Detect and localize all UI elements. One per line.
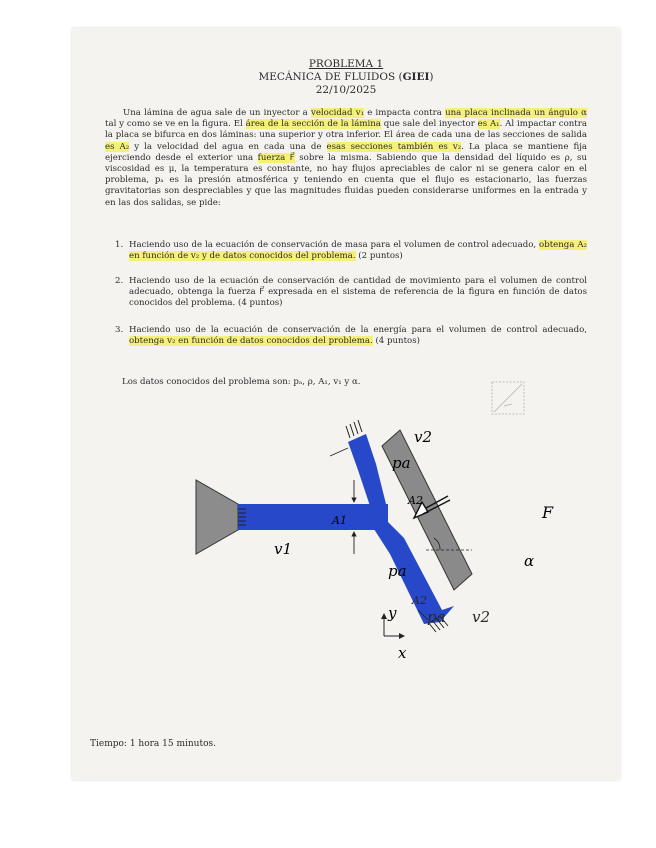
highlight: obtenga v₂ en función de datos conocidos del problema. (129, 336, 373, 347)
label-axis-y: y (388, 604, 397, 622)
highlight: una placa inclinada un ángulo α (445, 108, 587, 118)
highlight: obtenga A₂ en función de v₂ y de datos conocidos del problema. (129, 240, 587, 262)
jet-diagram (182, 378, 554, 662)
subject-line: MECÁNICA DE FLUIDOS (GIEI) (258, 71, 434, 83)
exam-date: 22/10/2025 (315, 84, 377, 96)
highlight: fuerza F⃗ (257, 152, 295, 163)
exam-sheet (72, 28, 620, 780)
upper-outlet-arrows (346, 420, 362, 438)
label-pa-top: pa (392, 454, 411, 472)
highlight: velocidad v₁ (310, 108, 365, 118)
label-force: F (542, 503, 554, 522)
known-data: Los datos conocidos del problema son: pₐ, ρ, A₁, v₁ y α. (122, 377, 361, 387)
inlet-jet (238, 504, 388, 530)
label-v2-top: v2 (414, 428, 433, 446)
highlight: es A₂ (105, 141, 130, 152)
problem-title: PROBLEMA 1 (308, 58, 384, 70)
label-pa-mid: pa (388, 562, 407, 580)
label-a1: A1 (332, 514, 347, 527)
highlight: área de la sección de la lámina (245, 119, 381, 130)
highlight: esas secciones también es v₂ (326, 141, 462, 152)
label-v2-bottom: v2 (472, 608, 491, 626)
label-a2-top: A2 (408, 494, 423, 507)
nozzle (196, 480, 238, 554)
label-pa-bottom: pa (427, 608, 446, 626)
question-3: 3. Haciendo uso de la ecuación de conservación de la energía para el volumen de control adecuado, obtenga v₂ en función de datos conocidos del problema. (4 puntos) (115, 325, 587, 347)
label-alpha: α (524, 552, 535, 570)
label-axis-x: x (398, 644, 407, 662)
question-1: 1. Haciendo uso de la ecuación de conservación de masa para el volumen de control adecuado, obtenga A₂ en función de v₂ y de datos conocidos del problema. (2 puntos) (115, 240, 587, 262)
problem-statement: Una lámina de agua sale de un inyector a velocidad v₁ e impacta contra una placa inclinada un ángulo α tal y como se ve en la figura. El área de la sección de la lámina que sale del inyector es A₁. Al impactar contra la placa se bifurca en dos láminas: una superior y otra inferior. El área de cada una de las secciones de salida es A₂ y la velocidad del agua en cada una de esas secciones también es v₂. La placa se mantiene fija ejerciendo desde el exterior una fuerza F⃗ sobre la misma. Sabiendo que la densidad del líquido es ρ, su viscosidad es μ, la temperatura es constante, no hay flujos apreciables de calor ni se genera calor en el problema, pₐ es la presión atmosférica y teniendo en cuenta que el flujo es estacionario, las fuerzas gravitatorias son despreciables y que las magnitudes fluidas pueden considerarse uniformes en la entrada y en las dos salidas, se pide: (105, 108, 587, 208)
exam-header (72, 58, 620, 97)
a2-top-marker (330, 448, 348, 456)
highlight: es A₁ (477, 119, 500, 130)
label-v1: v1 (274, 540, 293, 558)
question-2: 2. Haciendo uso de la ecuación de conservación de cantidad de movimiento para el volumen de control adecuado, obtenga la fuerza F⃗ expresada en el sistema de referencia de la figura en función de datos conocidos del problema. (4 puntos) (115, 276, 587, 309)
label-a2-bottom: A2 (412, 594, 427, 607)
exam-duration: Tiempo: 1 hora 15 minutos. (90, 739, 216, 749)
